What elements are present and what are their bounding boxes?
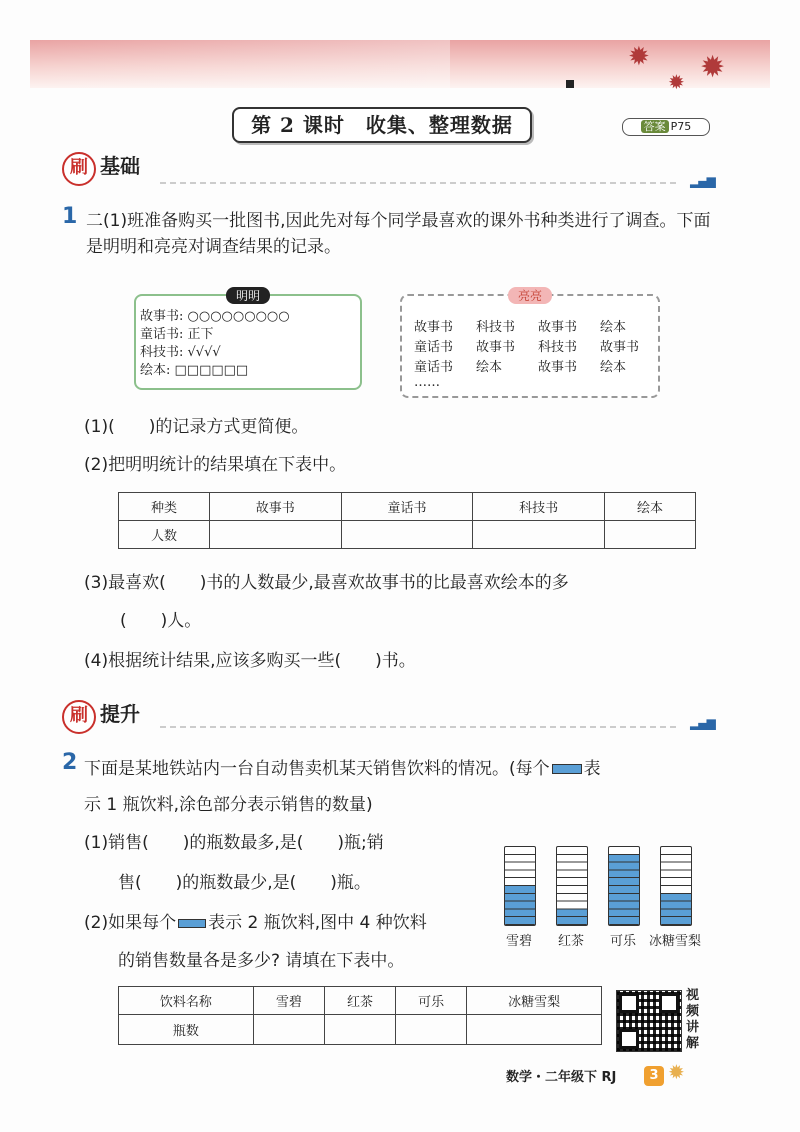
chart-category-label: 红茶 — [557, 934, 584, 949]
chart-bar — [608, 846, 640, 926]
footer-book-label: 数学・二年级下 RJ — [506, 1070, 617, 1085]
record-ellipsis: …… — [414, 375, 440, 390]
chart-category-label: 可乐 — [609, 934, 636, 949]
maple-leaf-icon: ✹ — [700, 50, 726, 85]
question-text — [84, 756, 724, 782]
question-text-part: (2)如果每个 — [84, 913, 177, 933]
chart-category-label: 雪碧 — [505, 934, 532, 949]
record-line: 童话书: 正下 — [140, 327, 214, 342]
record-cell: 故事书 — [538, 360, 578, 375]
table-row — [119, 1015, 602, 1045]
record-cell: 故事书 — [538, 320, 578, 335]
sub-question-2 — [84, 910, 427, 936]
answer-cell[interactable] — [324, 1015, 395, 1045]
question-text-part: 表示 2 瓶饮料,图中 4 种饮料 — [208, 913, 427, 933]
record-grid — [414, 316, 658, 375]
record-cell: 故事书 — [414, 320, 454, 335]
sub-question-3: (3)最喜欢( )书的人数最少,最喜欢故事书的比最喜欢绘本的多 — [84, 573, 569, 593]
chart-bar — [660, 846, 692, 926]
qr-finder — [619, 1029, 639, 1049]
section-title: 基础 — [100, 154, 140, 178]
section-header-advanced — [62, 698, 140, 734]
section-mark: 刷 — [62, 700, 96, 734]
answer-cell[interactable] — [467, 1015, 602, 1045]
video-explanation-label[interactable]: 视频讲解 — [686, 988, 700, 1051]
table-header: 冰糖雪梨 — [467, 987, 602, 1015]
answer-cell[interactable] — [341, 521, 473, 549]
table-row — [119, 521, 696, 549]
sub-question-2-cont: 的销售数量各是多少? 请填在下表中。 — [118, 951, 405, 971]
table-row-label: 瓶数 — [119, 1015, 254, 1045]
answer-cell[interactable] — [605, 521, 696, 549]
table-header: 科技书 — [473, 493, 605, 521]
answer-cell[interactable] — [396, 1015, 467, 1045]
qr-finder — [619, 993, 639, 1013]
sub-question-2: (2)把明明统计的结果填在下表中。 — [84, 455, 347, 475]
table-header: 可乐 — [396, 987, 467, 1015]
reference-mini-label: 答案 — [641, 120, 669, 133]
chart-category-label: 冰糖雪梨 — [648, 934, 701, 949]
table-header: 红茶 — [324, 987, 395, 1015]
record-cell: 科技书 — [538, 340, 578, 355]
question-number: 2 — [62, 750, 78, 775]
chart-cell-lines — [661, 847, 691, 925]
answer-reference-badge[interactable] — [622, 118, 710, 136]
unit-bar-icon — [178, 919, 206, 928]
signal-bars-icon: ▂▄▆ — [690, 174, 715, 188]
question-text-cont: 示 1 瓶饮料,涂色部分表示销售的数量) — [84, 795, 373, 815]
chart-cell-lines — [505, 847, 535, 925]
question-text-part: 表 — [583, 759, 601, 779]
drink-sales-chart — [496, 846, 716, 956]
record-line: 绘本: □□□□□□ — [140, 363, 249, 378]
record-cell: 故事书 — [476, 340, 516, 355]
maple-leaf-icon: ✹ — [668, 70, 685, 94]
question-text: 二(1)班准备购买一批图书,因此先对每个同学最喜欢的课外书种类进行了调查。下面是明明和亮亮对调查结果的记录。 — [86, 211, 711, 257]
chart-bar — [504, 846, 536, 926]
sub-question-1-cont: 售( )的瓶数最少,是( )瓶。 — [118, 873, 371, 893]
table-header: 雪碧 — [253, 987, 324, 1015]
qr-finder — [659, 993, 679, 1013]
record-cell: 绘本 — [600, 360, 627, 375]
sub-question-1: (1)( )的记录方式更简便。 — [84, 417, 309, 437]
liangliang-record-card — [400, 289, 660, 398]
mingming-record-card — [134, 289, 362, 390]
table-header: 童话书 — [341, 493, 473, 521]
record-cell: 绘本 — [476, 360, 503, 375]
decor-dot — [566, 80, 574, 88]
lesson-title: 第 2 课时 收集、整理数据 — [232, 107, 532, 143]
table-header: 绘本 — [605, 493, 696, 521]
banner-fade — [30, 40, 450, 88]
record-cell: 绘本 — [600, 320, 627, 335]
question-number: 1 — [62, 204, 78, 229]
section-mark: 刷 — [62, 152, 96, 186]
chart-cell-lines — [557, 847, 587, 925]
maple-leaf-icon: ✹ — [628, 42, 650, 72]
leaf-icon: ✹ — [668, 1060, 685, 1084]
record-cell: 童话书 — [414, 360, 454, 375]
card-name-tag: 明明 — [226, 287, 270, 304]
section-header-basic — [62, 150, 140, 186]
chart-cell-lines — [609, 847, 639, 925]
answer-cell[interactable] — [473, 521, 605, 549]
reference-page: P75 — [670, 120, 692, 133]
table-header: 饮料名称 — [119, 987, 254, 1015]
table-row-label: 人数 — [119, 521, 210, 549]
question-text-part: 下面是某地铁站内一台自动售卖机某天销售饮料的情况。(每个 — [84, 759, 550, 779]
section-divider — [160, 726, 680, 728]
answer-cell[interactable] — [253, 1015, 324, 1045]
table-header: 故事书 — [209, 493, 341, 521]
record-cell: 科技书 — [476, 320, 516, 335]
record-cell: 故事书 — [600, 340, 640, 355]
sub-question-3-cont: ( )人。 — [120, 611, 202, 631]
table-header-row — [119, 493, 696, 521]
record-cell: 童话书 — [414, 340, 454, 355]
qr-code[interactable] — [616, 990, 682, 1052]
signal-bars-icon: ▂▄▆ — [690, 716, 715, 730]
record-line: 故事书: ○○○○○○○○○ — [140, 309, 290, 324]
section-divider — [160, 182, 680, 184]
table-header-row — [119, 987, 602, 1015]
card-name-tag: 亮亮 — [508, 287, 552, 304]
page-number: 3 — [644, 1066, 664, 1086]
record-line: 科技书: √√√√ — [140, 345, 221, 360]
sub-question-1: (1)销售( )的瓶数最多,是( )瓶;销 — [84, 833, 384, 853]
answer-cell[interactable] — [209, 521, 341, 549]
table-header: 种类 — [119, 493, 210, 521]
section-title: 提升 — [100, 702, 140, 726]
books-table — [118, 492, 696, 549]
drinks-table — [118, 986, 602, 1045]
unit-bar-icon — [552, 764, 582, 774]
chart-bar — [556, 846, 588, 926]
sub-question-4: (4)根据统计结果,应该多购买一些( )书。 — [84, 651, 416, 671]
